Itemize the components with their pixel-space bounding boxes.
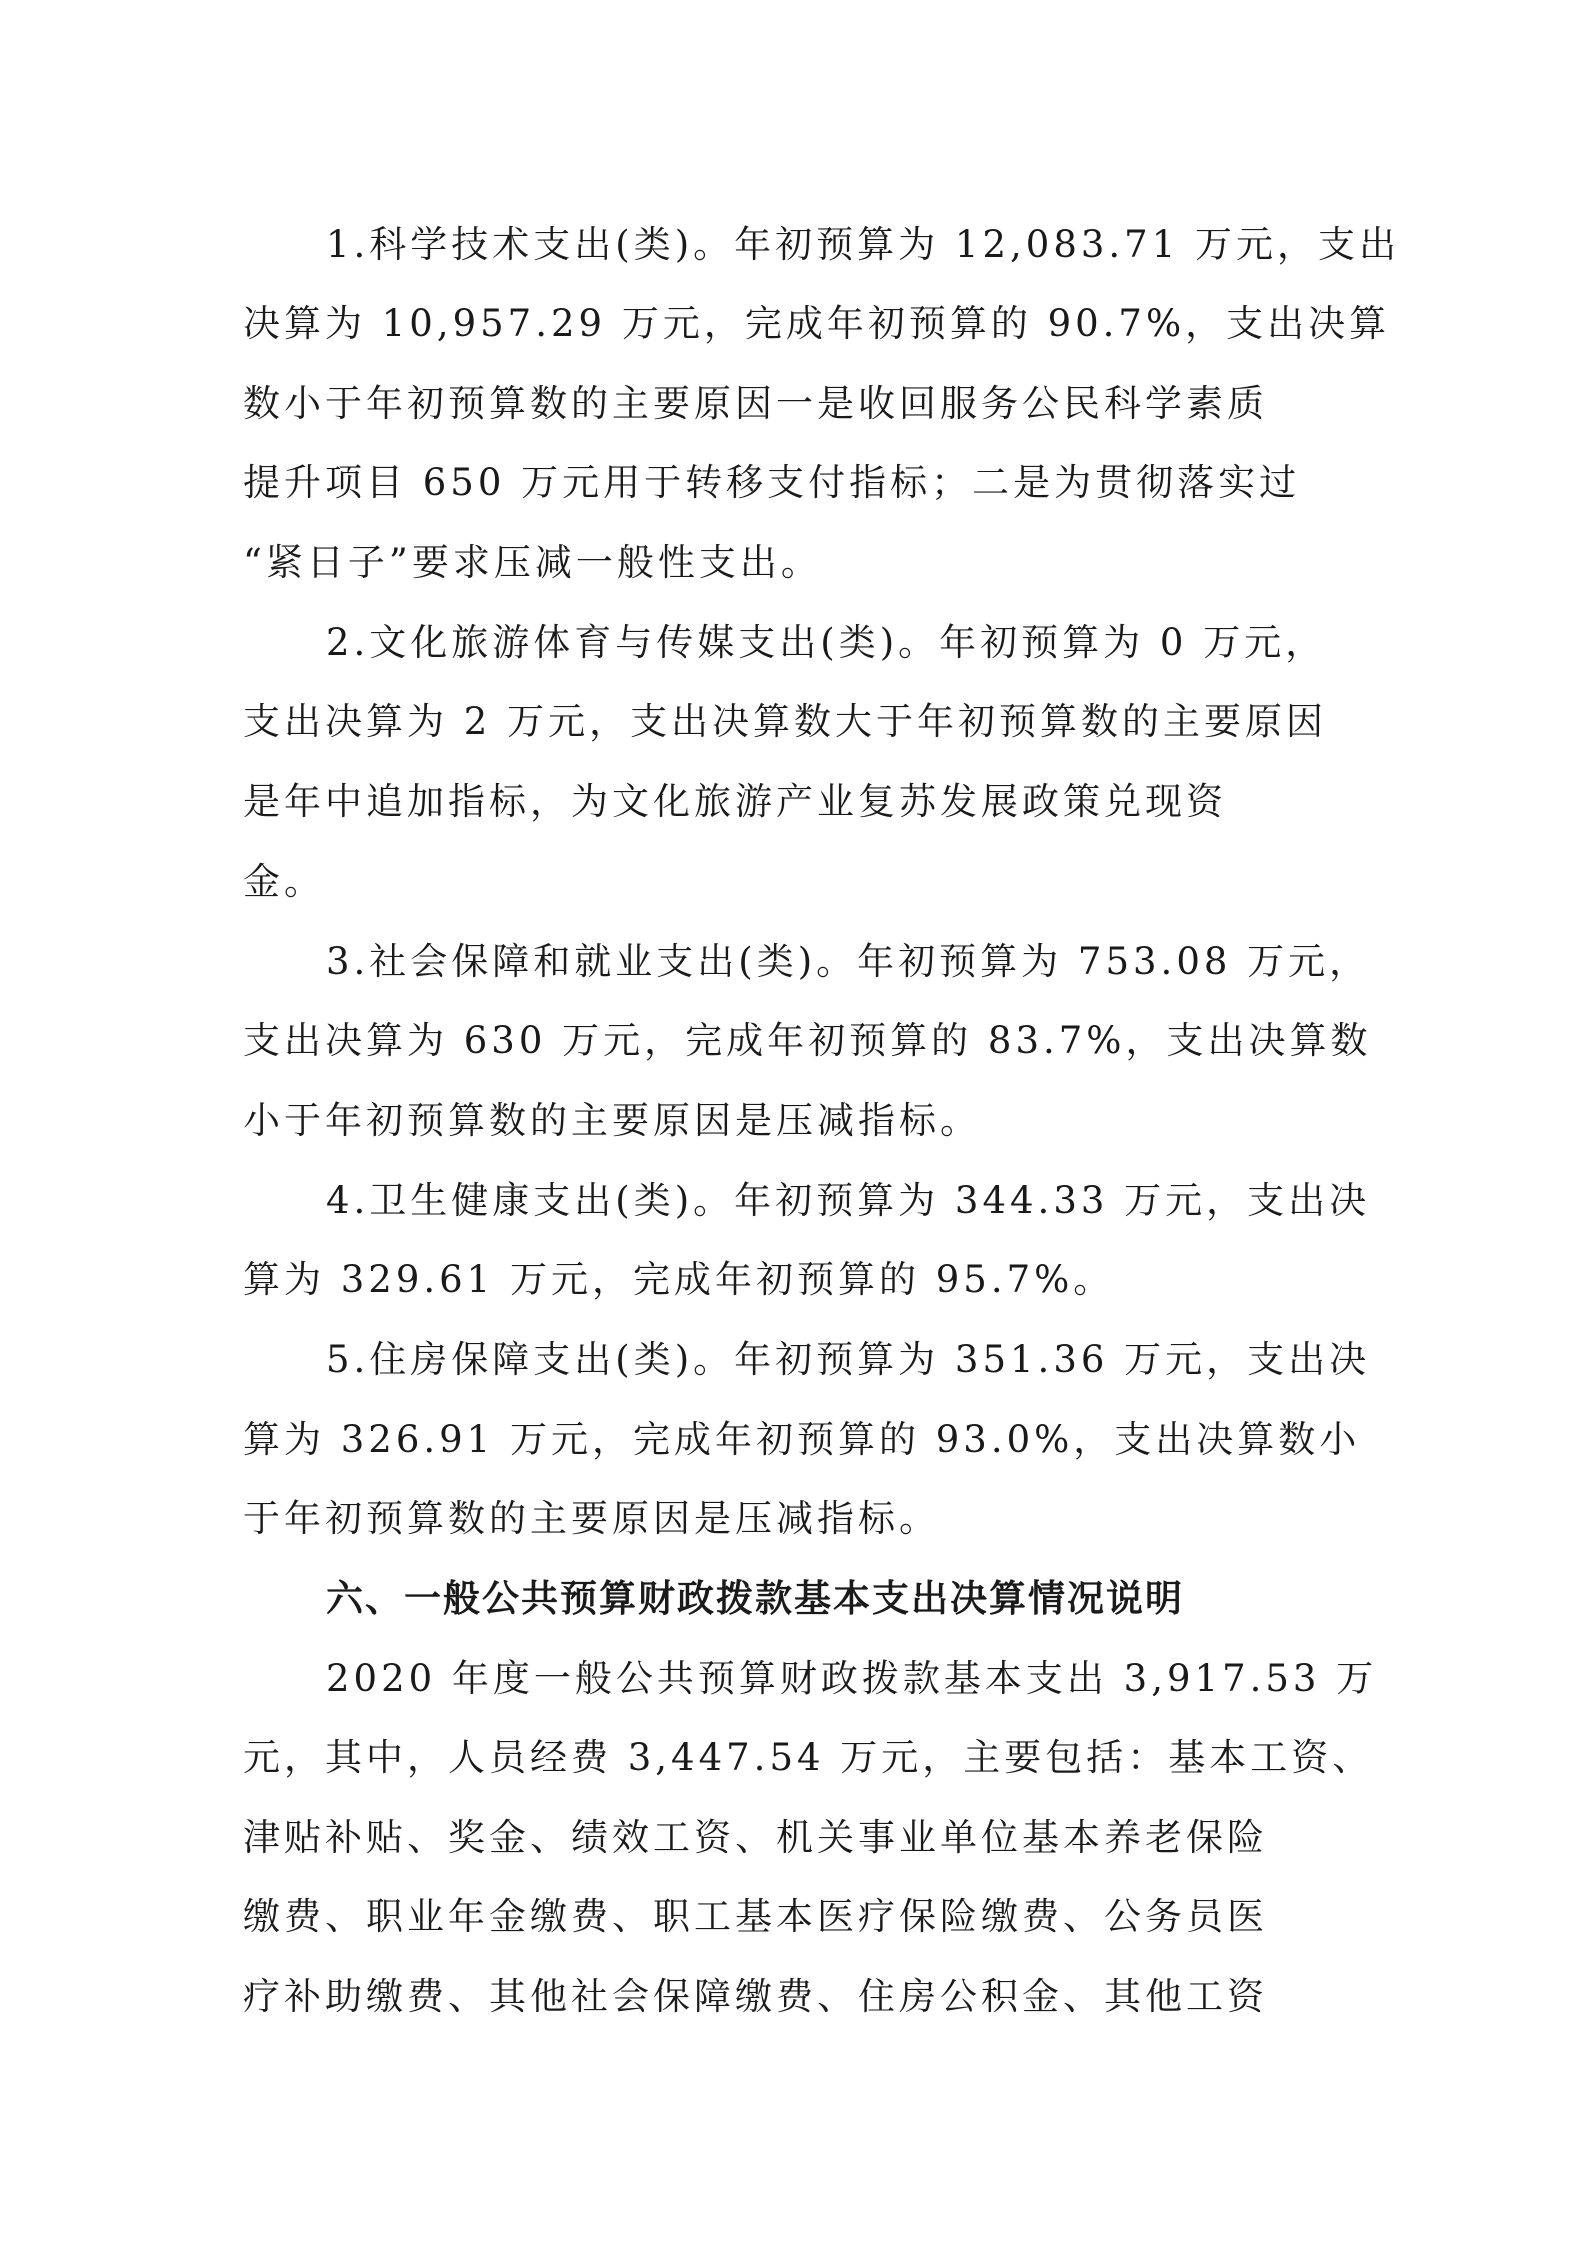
paragraph-line: 决算为 10,957.29 万元，完成年初预算的 90.7%，支出决算 — [243, 302, 1391, 345]
paragraph-line: 疗补助缴费、其他社会保障缴费、住房公积金、其他工资 — [243, 1975, 1268, 2018]
paragraph-line: 3.社会保障和就业支出(类)。年初预算为 753.08 万元， — [326, 940, 1371, 983]
paragraph-line: 小于年初预算数的主要原因是压减指标。 — [243, 1099, 981, 1142]
paragraph-line: 支出决算为 2 万元，支出决算数大于年初预算数的主要原因 — [243, 700, 1328, 743]
paragraph-line: 算为 329.61 万元，完成年初预算的 95.7%。 — [243, 1258, 1115, 1301]
paragraph-line: “紧日子”要求压减一般性支出。 — [243, 541, 822, 584]
paragraph-line: 算为 326.91 万元，完成年初预算的 93.0%，支出决算数小 — [243, 1418, 1361, 1461]
section-heading: 六、一般公共预算财政拨款基本支出决算情况说明 — [326, 1577, 1184, 1620]
paragraph-line: 津贴补贴、奖金、绩效工资、机关事业单位基本养老保险 — [243, 1816, 1268, 1859]
paragraph-line: 支出决算为 630 万元，完成年初预算的 83.7%，支出决算数 — [243, 1019, 1372, 1062]
paragraph-line: 2.文化旅游体育与传媒支出(类)。年初预算为 0 万元， — [326, 621, 1327, 664]
paragraph-line: 于年初预算数的主要原因是压减指标。 — [243, 1497, 940, 1540]
paragraph-line: 4.卫生健康支出(类)。年初预算为 344.33 万元，支出决 — [326, 1179, 1371, 1222]
paragraph-line: 5.住房保障支出(类)。年初预算为 351.36 万元，支出决 — [326, 1338, 1371, 1381]
paragraph-line: 数小于年初预算数的主要原因一是收回服务公民科学素质 — [243, 382, 1268, 425]
paragraph-line: 缴费、职业年金缴费、职工基本医疗保险缴费、公务员医 — [243, 1895, 1268, 1938]
paragraph-line: 金。 — [243, 860, 325, 903]
paragraph-line: 1.科学技术支出(类)。年初预算为 12,083.71 万元，支出 — [326, 223, 1400, 266]
paragraph-line: 元，其中，人员经费 3,447.54 万元，主要包括：基本工资、 — [243, 1736, 1374, 1779]
paragraph-line: 2020 年度一般公共预算财政拨款基本支出 3,917.53 万 — [326, 1657, 1378, 1700]
paragraph-line: 是年中追加指标，为文化旅游产业复苏发展政策兑现资 — [243, 780, 1227, 823]
paragraph-line: 提升项目 650 万元用于转移支付指标；二是为贯彻落实过 — [243, 461, 1301, 504]
